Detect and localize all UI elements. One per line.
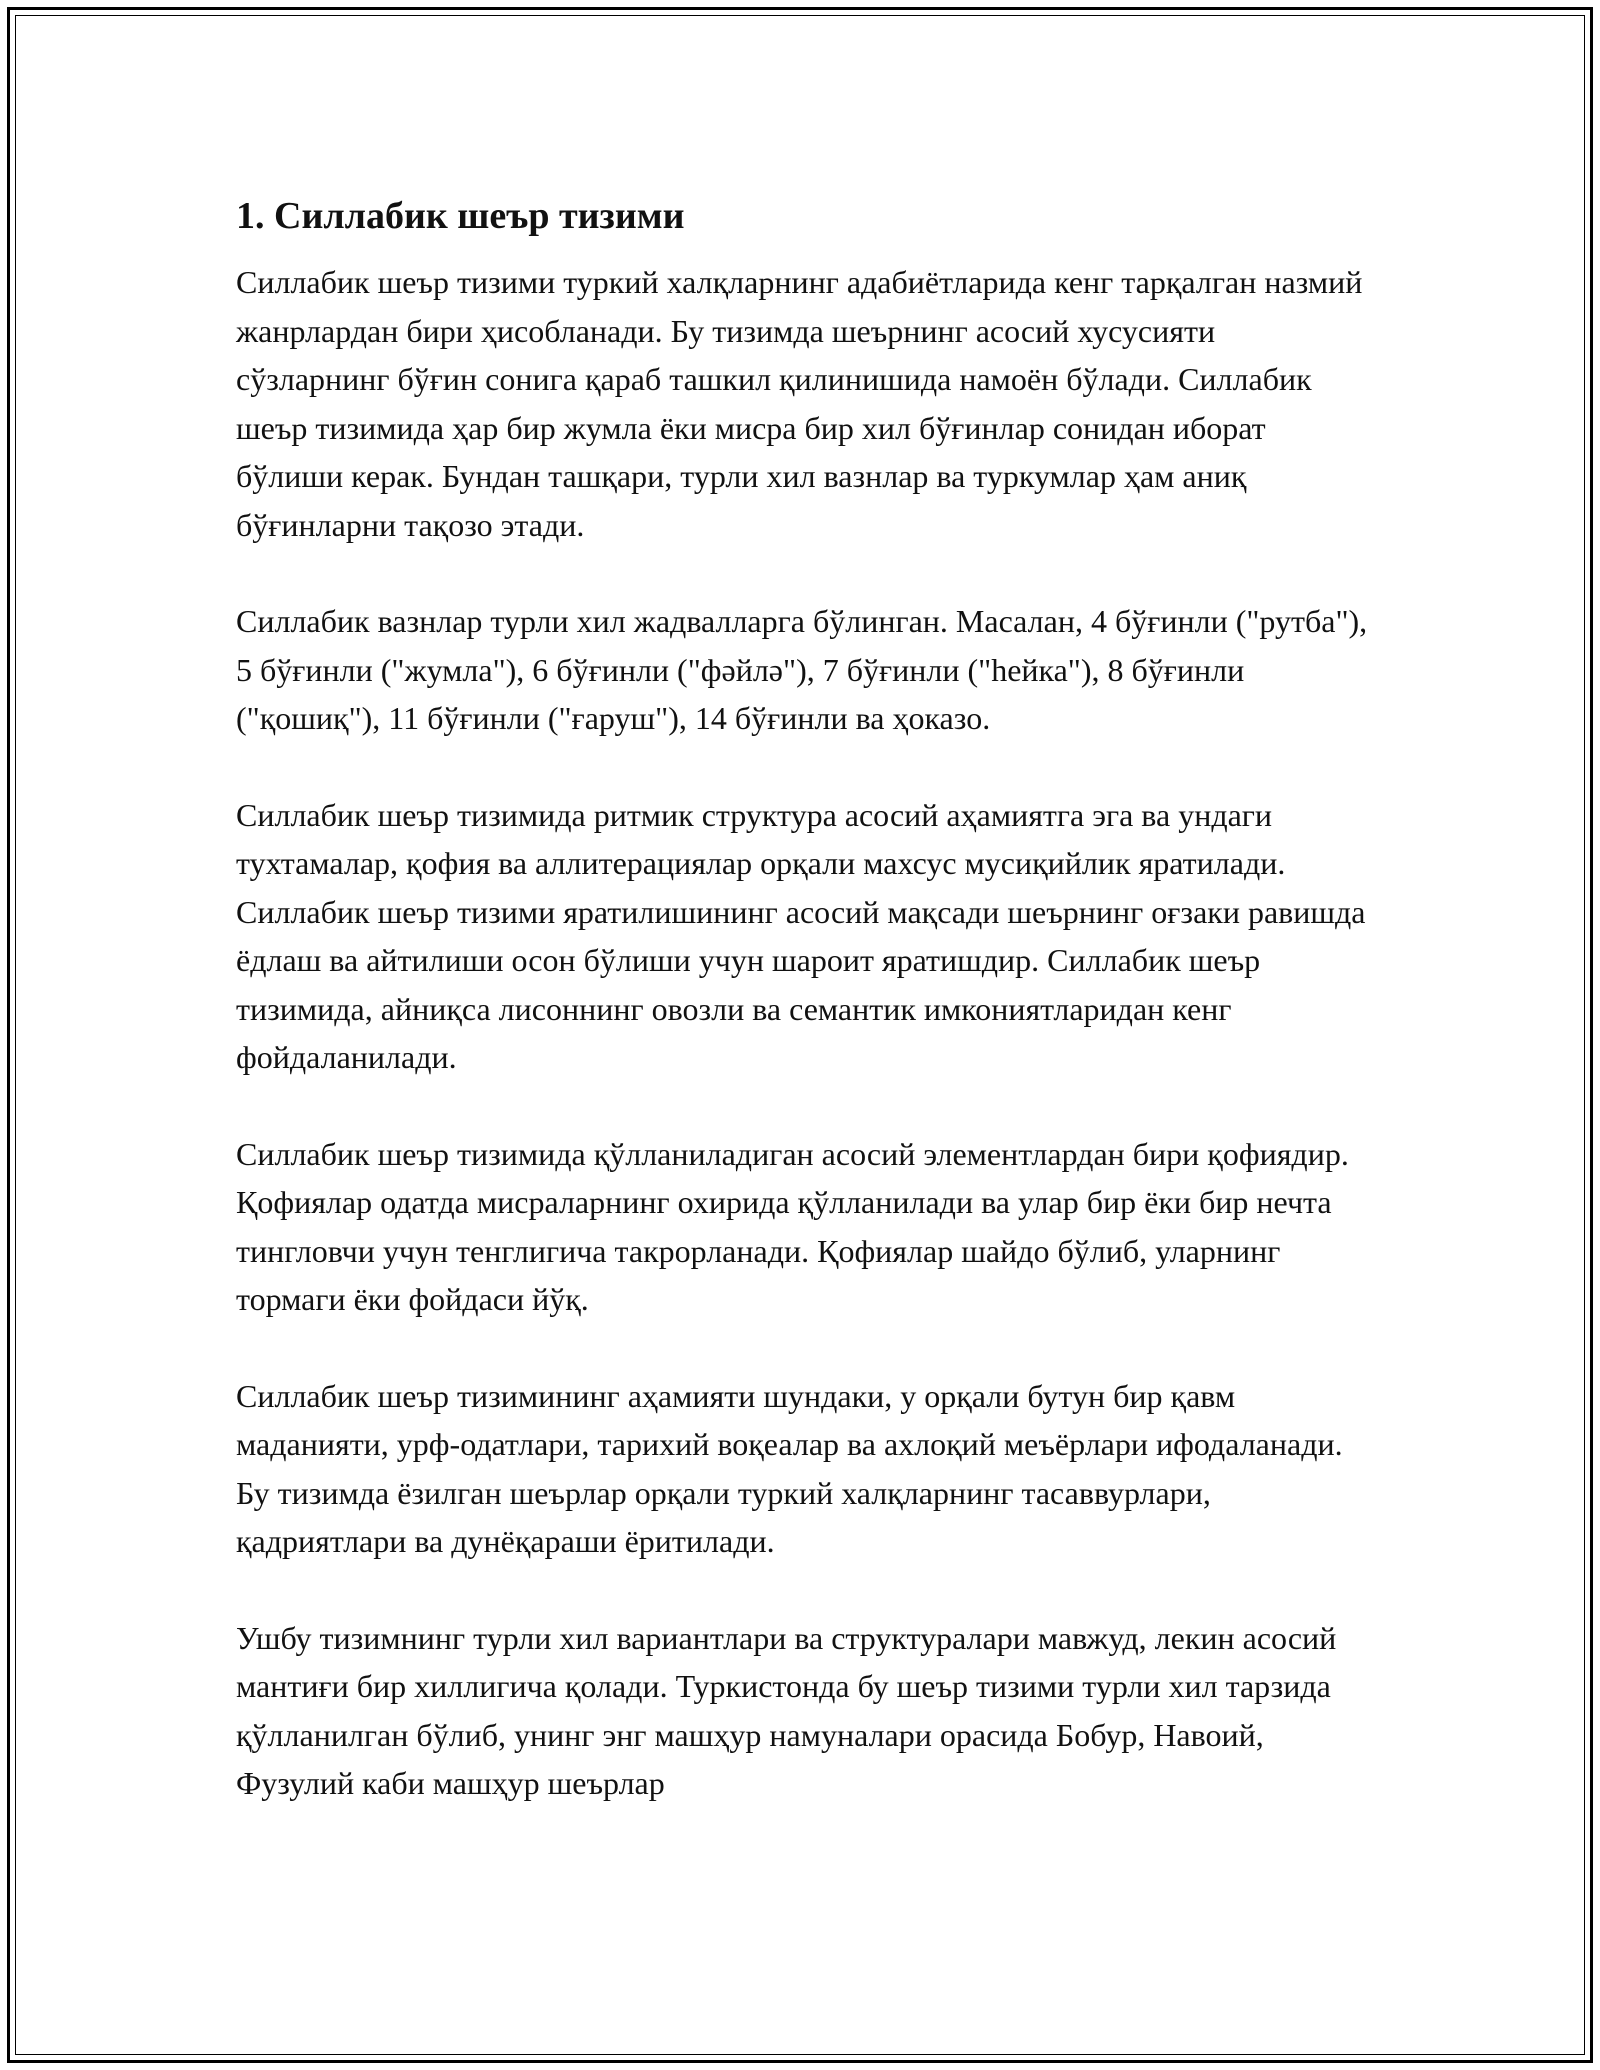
section-heading: 1. Силлабик шеър тизими: [236, 195, 685, 237]
document-body: [236, 190, 1376, 1856]
paragraph-1: Силлабик шеър тизими туркий халқларнинг адабиётларида кенг тарқалган назмий жанрлардан бири ҳисобланади. Бу тизимда шеърнинг асосий хусусияти сўзларнинг бўғин сонига қараб ташкил қилинишида намоён бўлади. Силлабик шеър тизимида ҳар бир жумла ёки мисра бир хил бўғинлар сонидан иборат бўлиши керак. Бундан ташқари, турли хил вазнлар ва туркумлар ҳам аниқ бўғинларни тақозо этади.: [236, 264, 1363, 543]
paragraph-5: Силлабик шеър тизимининг аҳамияти шундаки, у орқали бутун бир қавм маданияти, урф-одатлари, тарихий воқеалар ва ахлоқий меъёрлари ифодаланади. Бу тизимда ёзилган шеърлар орқали туркий халқларнинг тасаввурлари, қадриятлари ва дунёқараши ёритилади.: [236, 1377, 1343, 1559]
paragraph-2: Силлабик вазнлар турли хил жадвалларга бўлинган. Масалан, 4 бўғинли ("рутба"), 5 бўғинли ("жумла"), 6 бўғинли ("фәйлә"), 7 бўғинли ("һейка"), 8 бўғинли ("қошиқ"), 11 бўғинли ("ғаруш"), 14 бўғинли ва ҳоказо.: [236, 603, 1368, 736]
paragraph-4: Силлабик шеър тизимида қўлланиладиган асосий элементлардан бири қофиядир. Қофиялар одатда мисраларнинг охирида қўлланилади ва улар бир ёки бир нечта тингловчи учун тенглигича такрорланади. Қофиялар шайдо бўлиб, уларнинг тормаги ёки фойдаси йўқ.: [236, 1135, 1349, 1317]
paragraph-6: Ушбу тизимнинг турли хил вариантлари ва структуралари мавжуд, лекин асосий мантиғи бир хиллигича қолади. Туркистонда бу шеър тизими турли хил тарзида қўлланилган бўлиб, унинг энг машҳур намуналари орасида Бобур, Навоий, Фузулий каби машҳур шеърлар: [236, 1619, 1337, 1801]
paragraph-3: Силлабик шеър тизимида ритмик структура асосий аҳамиятга эга ва ундаги тухтамалар, қофия ва аллитерациялар орқали махсус мусиқийлик яратилади. Силлабик шеър тизими яратилишининг асосий мақсади шеърнинг оғзаки равишда ёдлаш ва айтилиши осон бўлиши учун шароит яратишдир. Силлабик шеър тизимида, айниқса лисоннинг овозли ва семантик имкониятларидан кенг фойдаланилади.: [236, 796, 1366, 1075]
